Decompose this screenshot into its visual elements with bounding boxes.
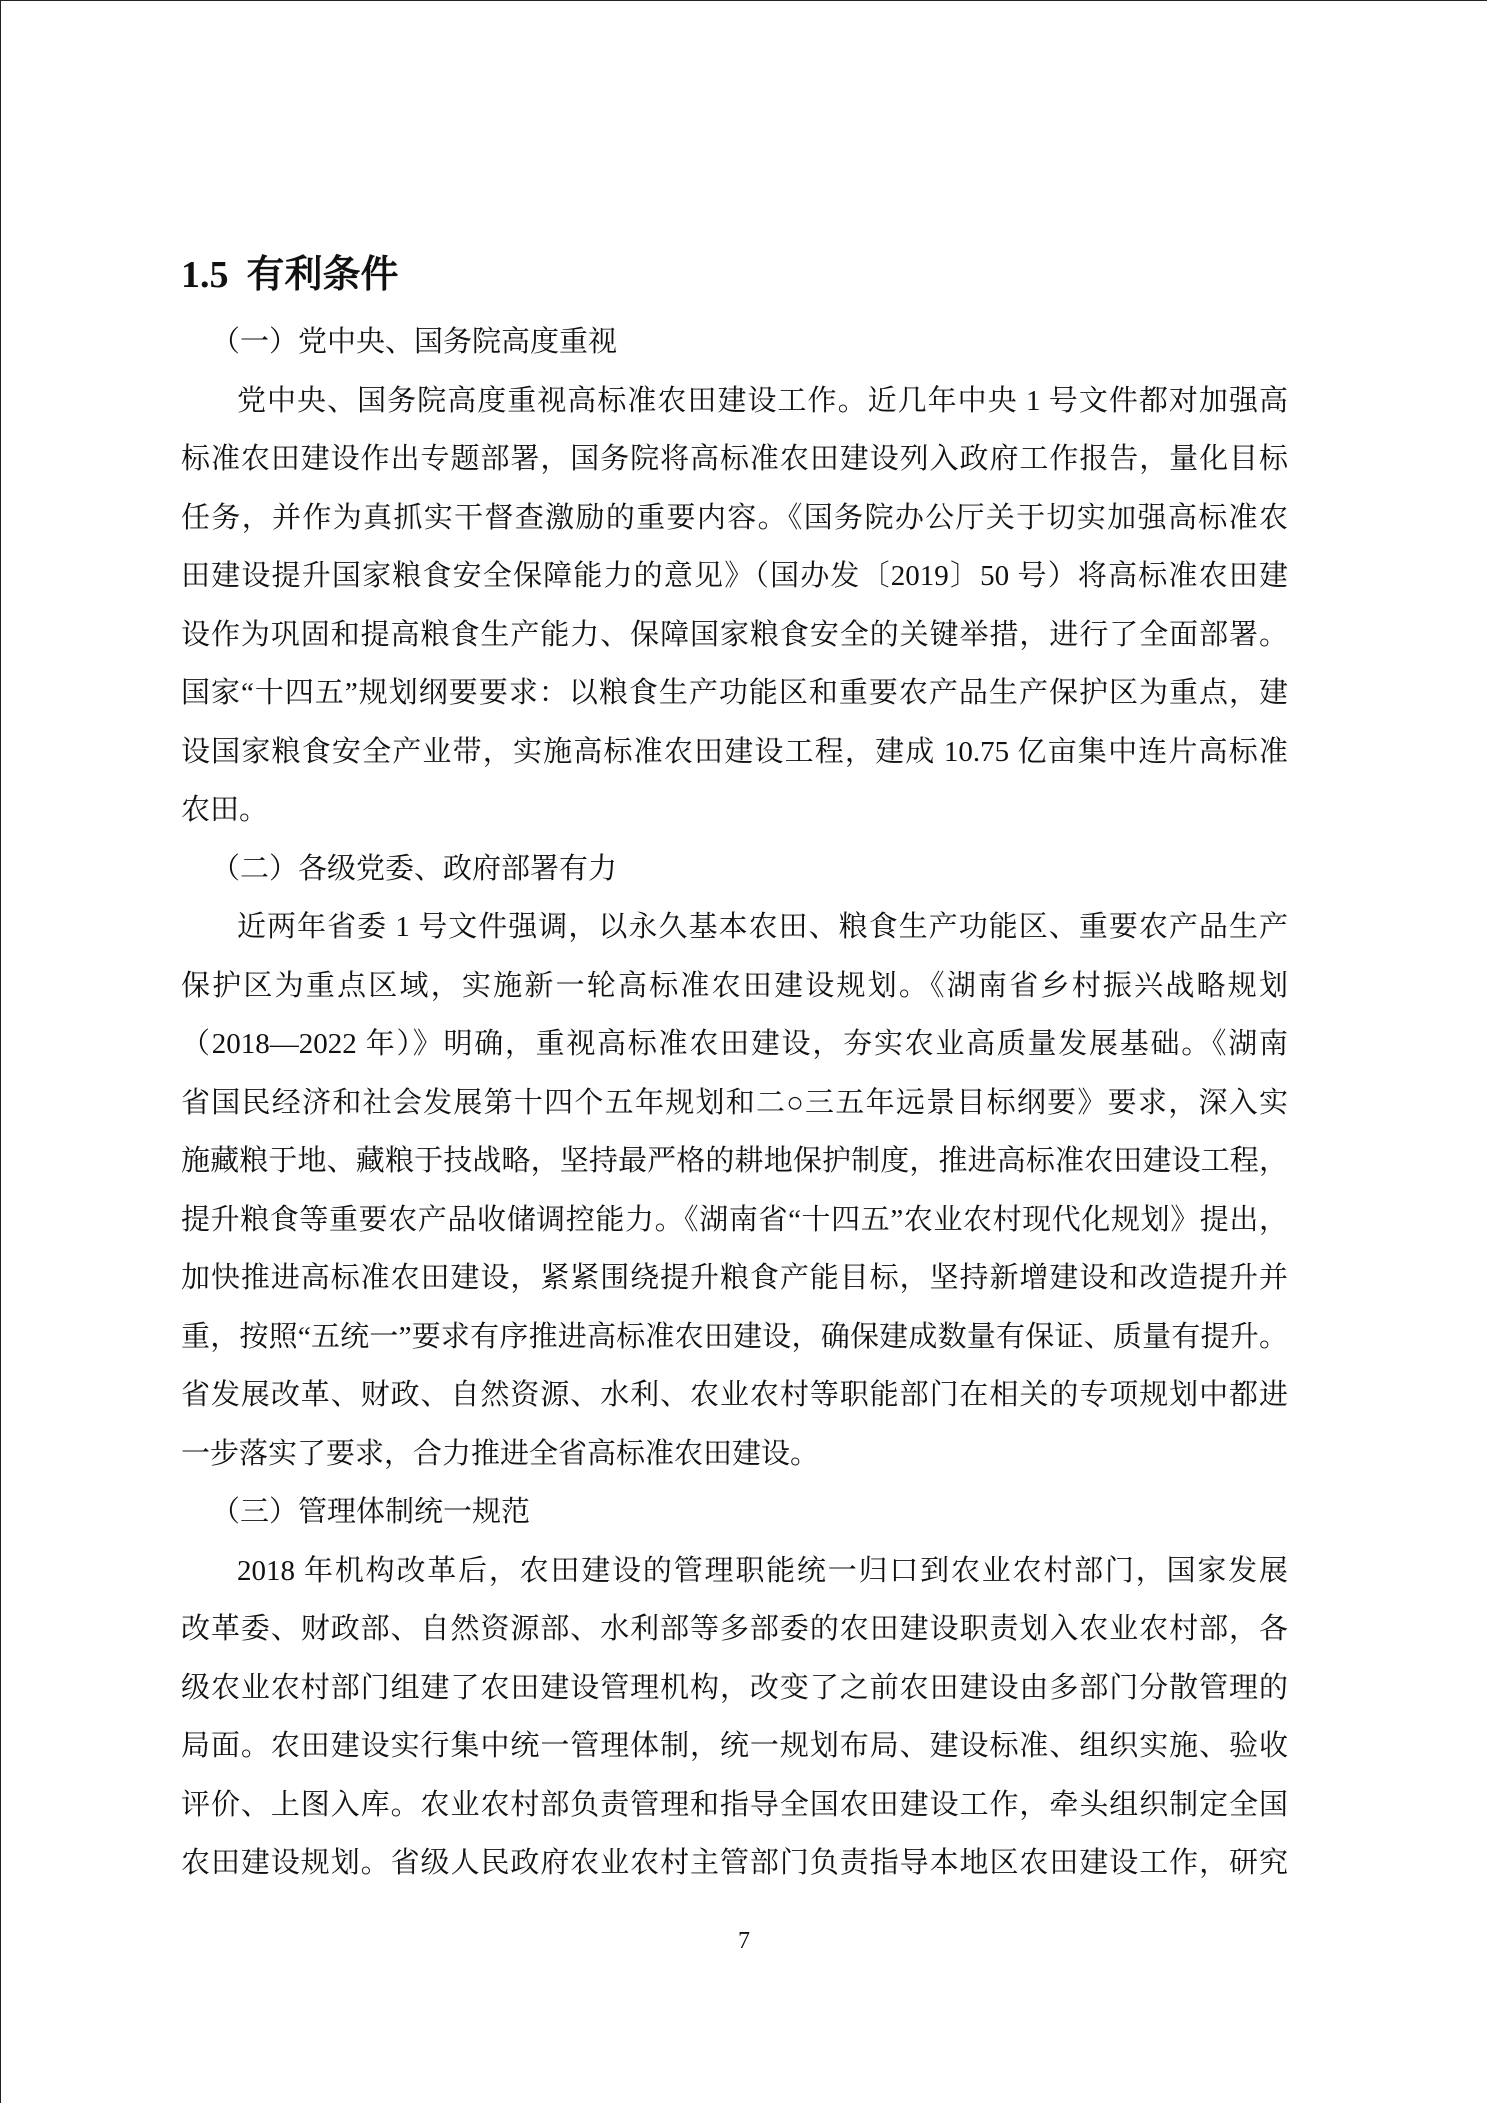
paragraph-line: 提升粮食等重要农产品收储调控能力。《湖南省“十四五”农业农村现代化规划》提出，	[181, 1203, 1288, 1236]
paragraph-line: 省国民经济和社会发展第十四个五年规划和二○三五年远景目标纲要》要求，深入实	[181, 1086, 1288, 1119]
paragraph-line: 施藏粮于地、藏粮于技战略，坚持最严格的耕地保护制度，推进高标准农田建设工程，	[181, 1145, 1288, 1177]
paragraph-line: 评价、上图入库。农业农村部负责管理和指导全国农田建设工作，牵头组织制定全国	[181, 1788, 1288, 1821]
section-title: 有利条件	[246, 254, 399, 296]
paragraph-line: 设作为巩固和提高粮食生产能力、保障国家粮食安全的关键举措，进行了全面部署。	[181, 618, 1288, 651]
paragraph-line: 任务，并作为真抓实干督查激励的重要内容。《国务院办公厅关于切实加强高标准农	[181, 501, 1288, 534]
document-body	[181, 313, 1288, 1893]
paragraph-line: 农田。	[181, 794, 269, 826]
paragraph-line: 重，按照“五统一”要求有序推进高标准农田建设，确保建成数量有保证、质量有提升。	[181, 1320, 1288, 1353]
paragraph-line: 局面。农田建设实行集中统一管理体制，统一规划布局、建设标准、组织实施、验收	[181, 1730, 1288, 1762]
paragraph-line: 保护区为重点区域，实施新一轮高标准农田建设规划。《湖南省乡村振兴战略规划	[181, 969, 1288, 1002]
paragraph-line: 加快推进高标准农田建设，紧紧围绕提升粮食产能目标，坚持新增建设和改造提升并	[181, 1262, 1288, 1294]
paragraph-line: 田建设提升国家粮食安全保障能力的意见》（国办发〔2019〕50 号）将高标准农田建	[181, 560, 1288, 592]
paragraph-line: 省发展改革、财政、自然资源、水利、农业农村等职能部门在相关的专项规划中都进	[181, 1379, 1288, 1411]
section-heading	[181, 250, 399, 300]
page-number: 7	[738, 1928, 750, 1954]
paragraph-line: 改革委、财政部、自然资源部、水利部等多部委的农田建设职责划入农业农村部，各	[181, 1613, 1288, 1645]
paragraph-line: 2018 年机构改革后，农田建设的管理职能统一归口到农业农村部门，国家发展	[237, 1554, 1288, 1587]
subsection-heading: （三）管理体制统一规范	[211, 1496, 531, 1528]
subsection-heading: （一）党中央、国务院高度重视	[211, 326, 618, 358]
subsection-heading: （二）各级党委、政府部署有力	[211, 852, 618, 885]
section-number: 1.5	[181, 254, 229, 296]
paragraph-line: 国家“十四五”规划纲要要求：以粮食生产功能区和重要农产品生产保护区为重点，建	[181, 677, 1288, 709]
paragraph-line: 级农业农村部门组建了农田建设管理机构，改变了之前农田建设由多部门分散管理的	[181, 1671, 1288, 1704]
paragraph-line: 设国家粮食安全产业带，实施高标准农田建设工程，建成 10.75 亿亩集中连片高标准	[181, 735, 1288, 768]
paragraph-line: 一步落实了要求，合力推进全省高标准农田建设。	[181, 1437, 820, 1470]
paragraph-line: 党中央、国务院高度重视高标准农田建设工作。近几年中央 1 号文件都对加强高	[237, 384, 1288, 417]
paragraph-line: 农田建设规划。省级人民政府农业农村主管部门负责指导本地区农田建设工作，研究	[181, 1847, 1288, 1879]
paragraph-line: 近两年省委 1 号文件强调，以永久基本农田、粮食生产功能区、重要农产品生产	[237, 911, 1288, 943]
paragraph-line: 标准农田建设作出专题部署，国务院将高标准农田建设列入政府工作报告，量化目标	[181, 443, 1288, 475]
paragraph-line: （2018—2022 年）》明确，重视高标准农田建设，夯实农业高质量发展基础。《湖南	[181, 1028, 1288, 1060]
